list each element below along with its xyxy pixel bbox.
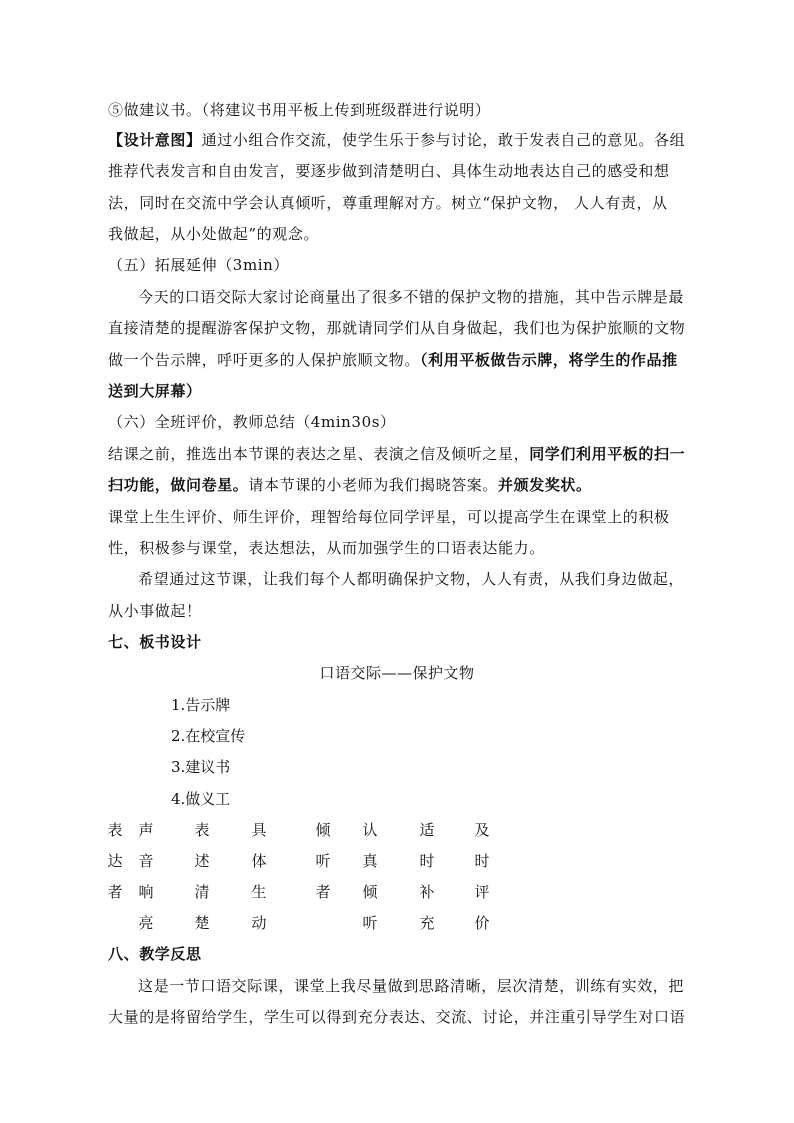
paragraph-text: 请本节课的小老师为我们揭晓答案。 — [248, 476, 499, 494]
board-grid-cell: 时 — [419, 852, 435, 870]
design-intent-label: 【设计意图】 — [108, 131, 202, 149]
paragraph-line: ⑤做建议书。（将建议书用平板上传到班级群进行说明） — [108, 101, 491, 119]
paragraph-line: 希望通过这节课，让我们每个人都明确保护文物，人人有责，从我们身边做起， — [138, 570, 685, 588]
section-heading-7: 七、板书设计 — [108, 633, 202, 651]
section-heading-5: （五）拓展延伸（3min） — [108, 256, 290, 274]
board-grid-cell: 音 — [138, 852, 154, 870]
paragraph-bold-text: （利用平板做告示牌，将学生的作品推 — [420, 351, 678, 369]
section-heading-6: （六）全班评价，教师总结（4min30s） — [108, 413, 396, 431]
board-grid-cell: 听 — [315, 852, 331, 870]
board-grid-cell: 表 — [107, 821, 123, 839]
board-grid-cell: 生 — [251, 883, 267, 901]
paragraph-bold-text: 扫功能，做问卷星。 — [108, 476, 249, 494]
paragraph-line: 性，积极参与课堂，表达想法，从而加强学生的口语表达能力。 — [108, 539, 545, 557]
board-grid-cell: 时 — [474, 852, 490, 870]
board-grid-cell: 体 — [251, 852, 267, 870]
board-grid-cell: 具 — [251, 821, 267, 839]
board-grid-cell: 亮 — [138, 914, 154, 932]
board-list-item: 3.建议书 — [171, 758, 231, 776]
board-grid-cell: 听 — [362, 914, 378, 932]
board-grid-cell: 声 — [138, 821, 154, 839]
paragraph-bold-line: 送到大屏幕） — [108, 382, 202, 400]
design-intent-text: 通过小组合作交流，使学生乐于参与讨论，敢于发表自己的意见。各组 — [201, 131, 686, 149]
paragraph-line — [108, 350, 708, 370]
board-grid-cell: 动 — [251, 914, 267, 932]
board-title: 口语交际——保护文物 — [319, 664, 475, 682]
board-grid-cell: 认 — [362, 821, 378, 839]
board-grid-cell: 楚 — [194, 914, 210, 932]
paragraph-line — [108, 444, 708, 464]
board-grid-cell: 充 — [419, 914, 435, 932]
section-heading-8: 八、教学反思 — [108, 945, 202, 963]
board-grid-cell: 者 — [107, 883, 123, 901]
board-grid-cell: 价 — [474, 914, 490, 932]
board-list-item: 1.告示牌 — [171, 696, 231, 714]
board-grid-cell: 响 — [138, 883, 154, 901]
paragraph-bold-text: 同学们利用平板的扫一 — [529, 445, 686, 463]
board-list-item: 2.在校宣传 — [171, 727, 246, 745]
paragraph-line: 我做起，从小处做起”的观念。 — [108, 225, 320, 243]
board-grid-cell: 清 — [194, 883, 210, 901]
paragraph-text: 结课之前，推选出本节课的表达之星、表演之信及倾听之星， — [108, 445, 530, 463]
board-grid-cell: 评 — [474, 883, 490, 901]
paragraph-line: 直接清楚的提醒游客保护文物，那就请同学们从自身做起，我们也为保护旅顺的文物 — [108, 319, 686, 337]
board-grid-cell: 倾 — [315, 821, 331, 839]
board-grid-cell: 及 — [474, 821, 490, 839]
board-grid-cell: 者 — [315, 883, 331, 901]
board-grid-cell: 达 — [107, 852, 123, 870]
paragraph-line — [108, 475, 708, 495]
paragraph-line: 这是一节口语交际课，课堂上我尽量做到思路清晰，层次清楚，训练有实效，把 — [138, 977, 685, 995]
board-grid-cell: 适 — [419, 821, 435, 839]
board-list-item: 4.做义工 — [171, 790, 231, 808]
board-grid-cell: 表 — [194, 821, 210, 839]
board-grid-cell: 述 — [194, 852, 210, 870]
paragraph-text: 做一个告示牌，呼吁更多的人保护旅顺文物。 — [108, 351, 421, 369]
board-grid-cell: 真 — [362, 852, 378, 870]
paragraph-line: 课堂上生生评价、师生评价，理智给每位同学评星，可以提高学生在课堂上的积极 — [108, 508, 670, 526]
paragraph-line: 法，同时在交流中学会认真倾听，尊重理解对方。树立“保护文物， 人人有责，从 — [108, 194, 668, 212]
paragraph-line: 推荐代表发言和自由发言，要逐步做到清楚明白、具体生动地表达自己的感受和想 — [108, 162, 670, 180]
paragraph-bold-text: 并颁发奖状。 — [498, 476, 592, 494]
board-grid-cell: 倾 — [362, 883, 378, 901]
paragraph-line: 今天的口语交际大家讨论商量出了很多不错的保护文物的措施，其中告示牌是最 — [138, 288, 685, 306]
paragraph-line: 从小事做起！ — [108, 602, 202, 620]
paragraph-line: 大量的是将留给学生，学生可以得到充分表达、交流、讨论，并注重引导学生对口语 — [108, 1008, 686, 1026]
design-intent-line — [108, 130, 708, 150]
board-grid-cell: 补 — [419, 883, 435, 901]
